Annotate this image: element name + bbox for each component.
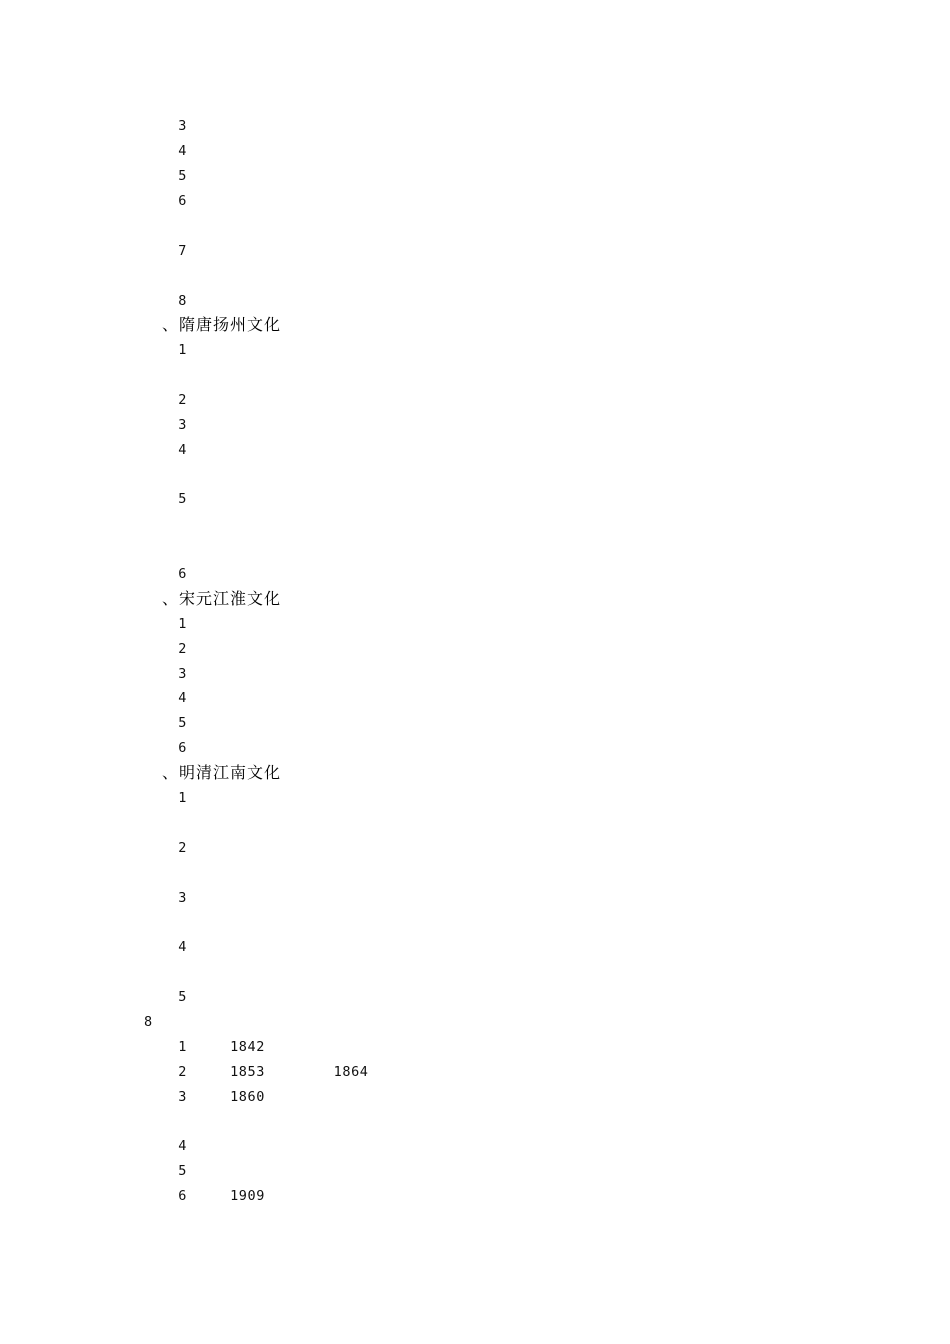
- text-line: ￼￼￼￼￼￼￼￼￼￼￼￼￼￼￼￼￼￼￼￼￼￼￼￼￼￼￼￼￼: [144, 815, 380, 831]
- text-line: ￼ 5 ￼￼￼￼￼￼￼￼￼￼￼￼￼￼￼￼￼￼￼￼￼￼: [144, 1163, 375, 1179]
- text-line: ￼ 3 ￼￼￼￼￼￼￼￼￼￼￼￼￼￼￼￼￼￼: [144, 118, 343, 134]
- text-line: ￼￼￼￼￼￼￼￼￼￼￼￼￼￼￼￼￼￼￼￼￼￼￼￼￼￼￼￼￼￼￼￼￼￼￼: [144, 541, 429, 557]
- text-line: ￼ 1 ￼￼￼￼￼￼￼￼￼￼￼￼￼￼￼￼￼￼￼￼￼￼￼￼￼￼￼￼￼￼￼￼: [144, 616, 456, 632]
- text-line: ￼￼￼￼￼￼￼￼￼￼￼ ￼￼￼￼￼￼￼￼￼ ￼￼￼￼￼￼￼￼ ￼ ￼￼￼￼￼￼: [144, 516, 673, 532]
- text-line: ￼ 7 ￼￼￼￼￼￼￼￼￼￼￼￼￼￼￼￼￼￼￼￼￼￼￼￼￼￼￼￼￼￼￼ ￼￼￼: [144, 243, 726, 259]
- section-heading: 、宋元江淮文化: [162, 589, 282, 608]
- text-line: ￼ 1 ￼ 1842 ￼￼￼￼￼￼￼￼￼￼: [144, 1039, 355, 1055]
- text-line: ￼ 2 ￼ 1853 ￼￼ 1864 ￼￼￼￼￼￼￼￼￼￼: [144, 1064, 459, 1080]
- text-line: ￼ 6 ￼ 1909 ￼￼￼￼￼￼￼￼￼￼￼￼￼￼￼￼￼￼￼￼￼: [144, 1188, 445, 1204]
- text-line: ￼￼￼￼￼￼￼￼￼￼￼￼￼￼￼￼￼￼￼￼￼￼￼￼￼￼￼￼￼￼￼￼￼: [144, 914, 413, 930]
- text-line: ￼ 5 ￼￼￼￼￼￼￼￼￼￼: [144, 715, 278, 731]
- text-line: ￼ 4 ￼￼￼￼￼￼￼￼￼￼￼￼￼￼￼￼￼￼￼￼￼: [144, 1138, 367, 1154]
- text-line: ￼ 6 ￼￼￼￼￼￼￼￼￼￼￼￼￼￼￼￼￼￼￼￼￼￼￼￼￼￼￼￼￼￼￼￼￼: [144, 193, 464, 209]
- text-line: ￼￼￼￼￼￼￼￼￼￼￼￼￼￼￼￼￼￼￼￼￼￼￼￼￼￼￼: [144, 268, 364, 284]
- text-line: ￼ 5 ￼￼￼￼￼￼￼￼￼￼￼￼￼￼ ￼￼￼￼￼￼￼￼￼￼￼￼￼￼￼￼￼￼￼: [144, 491, 569, 507]
- text-line: ￼ 3 ￼￼￼￼￼￼￼￼￼￼￼￼￼￼￼￼￼￼￼￼￼￼￼￼￼￼￼￼￼￼￼￼: [144, 890, 456, 906]
- text-line: ￼ 3 ￼￼￼￼￼￼￼￼￼￼￼￼￼￼￼￼￼￼￼￼￼: [144, 417, 367, 433]
- section-heading: 、明清江南文化: [162, 763, 282, 782]
- text-line: ￼ 4 ￼￼￼￼￼￼￼￼￼￼￼￼: [144, 143, 294, 159]
- text-line: ￼￼￼￼￼: [144, 1113, 185, 1129]
- section-heading: 、隋唐扬州文化: [162, 315, 282, 334]
- text-line: ￼￼￼￼￼￼￼￼￼￼￼￼￼￼￼￼￼￼￼￼￼￼￼￼￼￼￼￼￼￼￼￼: [144, 466, 405, 482]
- text-line: ￼ 6 ￼￼￼￼￼￼￼￼￼￼￼￼￼￼￼￼￼￼: [144, 740, 343, 756]
- text-line: ￼ 5 ￼￼￼￼￼￼￼￼￼￼￼: [144, 989, 286, 1005]
- text-line: ￼ 6 ￼￼￼￼￼￼￼￼￼￼￼￼: [144, 566, 294, 582]
- text-line: ￼ 3 ￼￼￼￼￼￼￼￼￼￼￼￼￼￼￼￼￼￼￼￼￼￼￼￼￼: [144, 666, 399, 682]
- text-line: ￼ 1 ￼￼￼￼￼￼￼￼￼￼￼￼￼￼￼￼￼￼￼￼￼￼￼￼￼￼￼￼￼￼￼￼: [144, 790, 456, 806]
- text-line: ￼￼￼￼￼￼￼￼￼￼: [144, 218, 226, 234]
- text-line: ￼￼￼￼￼￼￼￼￼￼: [144, 367, 226, 383]
- text-line: ￼ 4 ￼￼￼￼￼￼￼￼￼￼￼￼￼￼￼￼￼￼￼￼￼￼￼￼￼￼￼￼￼￼￼￼: [144, 939, 456, 955]
- text-line: 8 ￼￼￼￼￼￼: [144, 1014, 211, 1030]
- text-line: ￼ 5 ￼￼￼￼￼￼￼￼￼￼￼￼￼￼￼￼￼￼: [144, 168, 343, 184]
- text-line: ￼ 2 ￼￼￼￼￼￼￼￼￼￼￼￼￼￼￼￼￼￼￼￼￼￼￼￼￼￼￼￼￼￼￼￼: [144, 641, 456, 657]
- text-line: ￼ 1 ￼ ￼￼￼￼￼￼￼￼ ￼￼￼￼￼ ￼￼￼￼￼￼￼￼￼￼￼￼￼￼￼￼￼￼ ￼￼: [144, 342, 743, 358]
- text-line: ￼￼￼￼￼￼￼￼￼￼￼￼￼￼￼￼￼￼: [144, 964, 291, 980]
- text-line: ￼ 2 ￼￼￼￼￼￼￼￼￼￼￼￼￼￼￼￼￼￼￼￼￼￼￼￼￼￼￼￼￼￼￼￼: [144, 840, 456, 856]
- text-line: ￼ 2 ￼￼￼￼￼￼￼￼￼￼￼￼￼￼￼￼￼￼￼￼￼￼￼￼￼￼￼￼￼: [144, 392, 432, 408]
- text-line: ￼￼￼￼￼￼￼￼￼￼￼￼￼￼￼￼￼￼: [144, 865, 291, 881]
- text-line: ￼ 4 ￼￼￼￼￼￼￼￼￼￼￼￼￼￼￼￼￼￼￼￼￼￼￼￼￼￼￼￼￼￼￼￼: [144, 442, 456, 458]
- text-line: ￼ 3 ￼ 1860 ￼￼￼￼￼￼￼￼￼￼￼￼￼￼￼￼￼￼￼￼￼￼￼￼￼￼￼￼￼￼: [144, 1089, 518, 1105]
- text-line: ￼ 8 ￼￼￼￼￼￼￼￼￼￼￼￼￼￼: [144, 293, 310, 309]
- text-line: ￼ 4 ￼￼￼￼￼￼￼￼￼￼￼￼￼￼￼￼￼￼￼￼￼￼: [144, 690, 375, 706]
